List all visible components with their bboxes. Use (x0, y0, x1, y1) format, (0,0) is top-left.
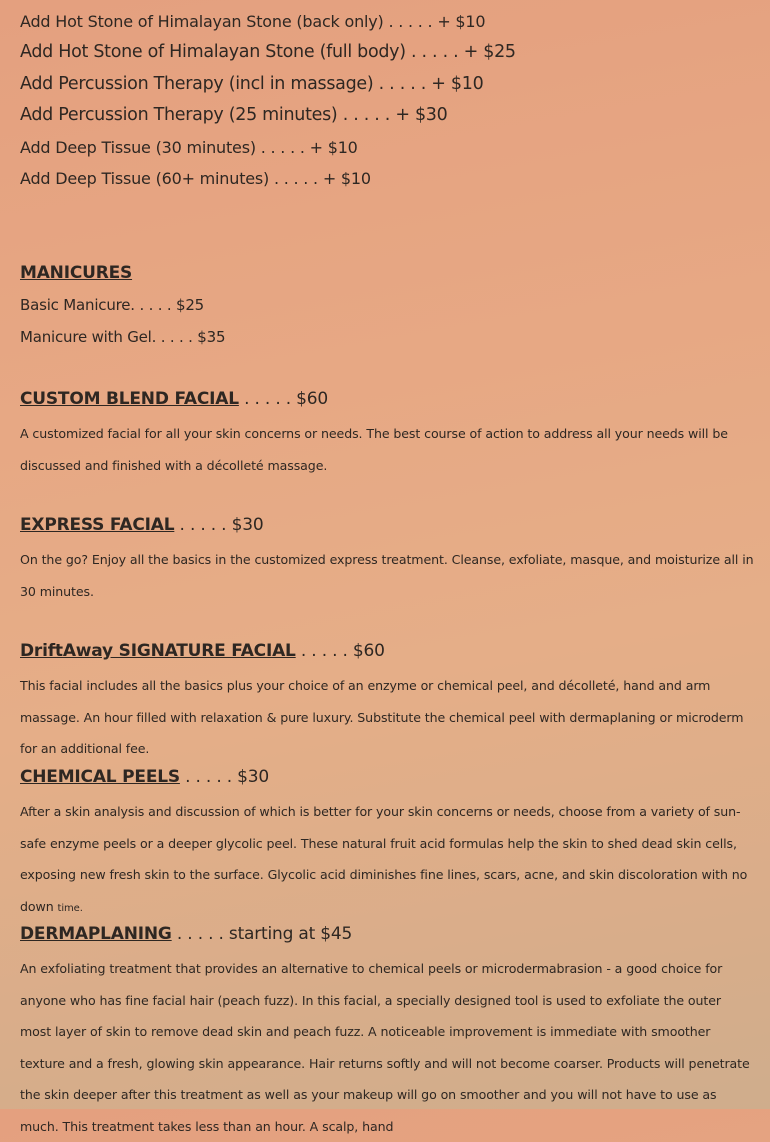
chemical-peels-heading (20, 767, 269, 787)
section-price: . . . . . $30 (179, 767, 269, 787)
express-facial-description: On the go? Enjoy all the basics in the customized express treatment. Cleanse, exfoliate, masque, and moisturize all in 30 minutes. (20, 552, 754, 599)
section-title: CHEMICAL PEELS (20, 767, 180, 787)
addon-item: Add Deep Tissue (60+ minutes) . . . . . + $10 (20, 169, 371, 188)
dermaplaning-description: An exfoliating treatment that provides an alternative to chemical peels or microdermabrasion - a good choice for anyone who has fine facial hair (peach fuzz). In this facial, a specially designed tool is used to exfoliate the outer most layer of skin to remove dead skin and peach fuzz. A noticeable improvement is immediate with smoother texture and a fresh, glowing skin appearance. Hair returns softly and will not become coarser. Products will penetrate the skin deeper after this treatment as well as your makeup will go on smoother and you will not have to use as much. This treatment takes less than an hour. A scalp, hand (20, 961, 750, 1134)
express-facial-heading (20, 515, 263, 535)
addon-item: Add Hot Stone of Himalayan Stone (full body) . . . . . + $25 (20, 42, 516, 62)
signature-facial-description: This facial includes all the basics plus your choice of an enzyme or chemical peel, and décolleté, hand and arm massage. An hour filled with relaxation & pure luxury. Substitute the chemical peel with dermaplaning or microderm for an additional fee. (20, 678, 744, 756)
addon-item: Add Percussion Therapy (25 minutes) . . . . . + $30 (20, 105, 448, 125)
chemical-peels-description (20, 796, 755, 924)
custom-facial-heading (20, 389, 328, 409)
section-price: . . . . . $60 (238, 389, 328, 409)
section-title: EXPRESS FACIAL (20, 515, 175, 535)
section-title: DriftAway SIGNATURE FACIAL (20, 641, 296, 661)
signature-facial-heading (20, 641, 385, 661)
section-title: MANICURES (20, 263, 133, 283)
dermaplaning-heading (20, 924, 352, 944)
addon-item: Add Deep Tissue (30 minutes) . . . . . + $10 (20, 138, 358, 157)
section-price: . . . . . $30 (174, 515, 264, 535)
manicure-item: Basic Manicure. . . . . $25 (20, 296, 205, 314)
peels-desc-text: After a skin analysis and discussion of which is better for your skin concerns or needs, choose from a variety of sun-safe enzyme peels or a deeper glycolic peel. These natural fruit acid formulas help the skin to shed dead skin cells, exposing new fresh skin to the surface. Glycolic acid diminishes fine lines, scars, acne, and skin discoloration with no down (20, 804, 748, 914)
addon-item: Add Hot Stone of Himalayan Stone (back only) . . . . . + $10 (20, 12, 486, 31)
section-title: CUSTOM BLEND FACIAL (20, 389, 239, 409)
manicures-heading (20, 263, 132, 283)
addon-item: Add Percussion Therapy (incl in massage) . . . . . + $10 (20, 74, 484, 94)
section-title: DERMAPLANING (20, 924, 172, 944)
section-price: . . . . . starting at $45 (171, 924, 353, 944)
section-price: . . . . . $60 (295, 641, 385, 661)
custom-facial-description: A customized facial for all your skin concerns or needs. The best course of action to address all your needs will be discussed and finished with a décolleté massage. (20, 426, 728, 473)
manicure-item: Manicure with Gel. . . . . $35 (20, 328, 226, 346)
peels-desc-tail: time. (57, 902, 83, 914)
